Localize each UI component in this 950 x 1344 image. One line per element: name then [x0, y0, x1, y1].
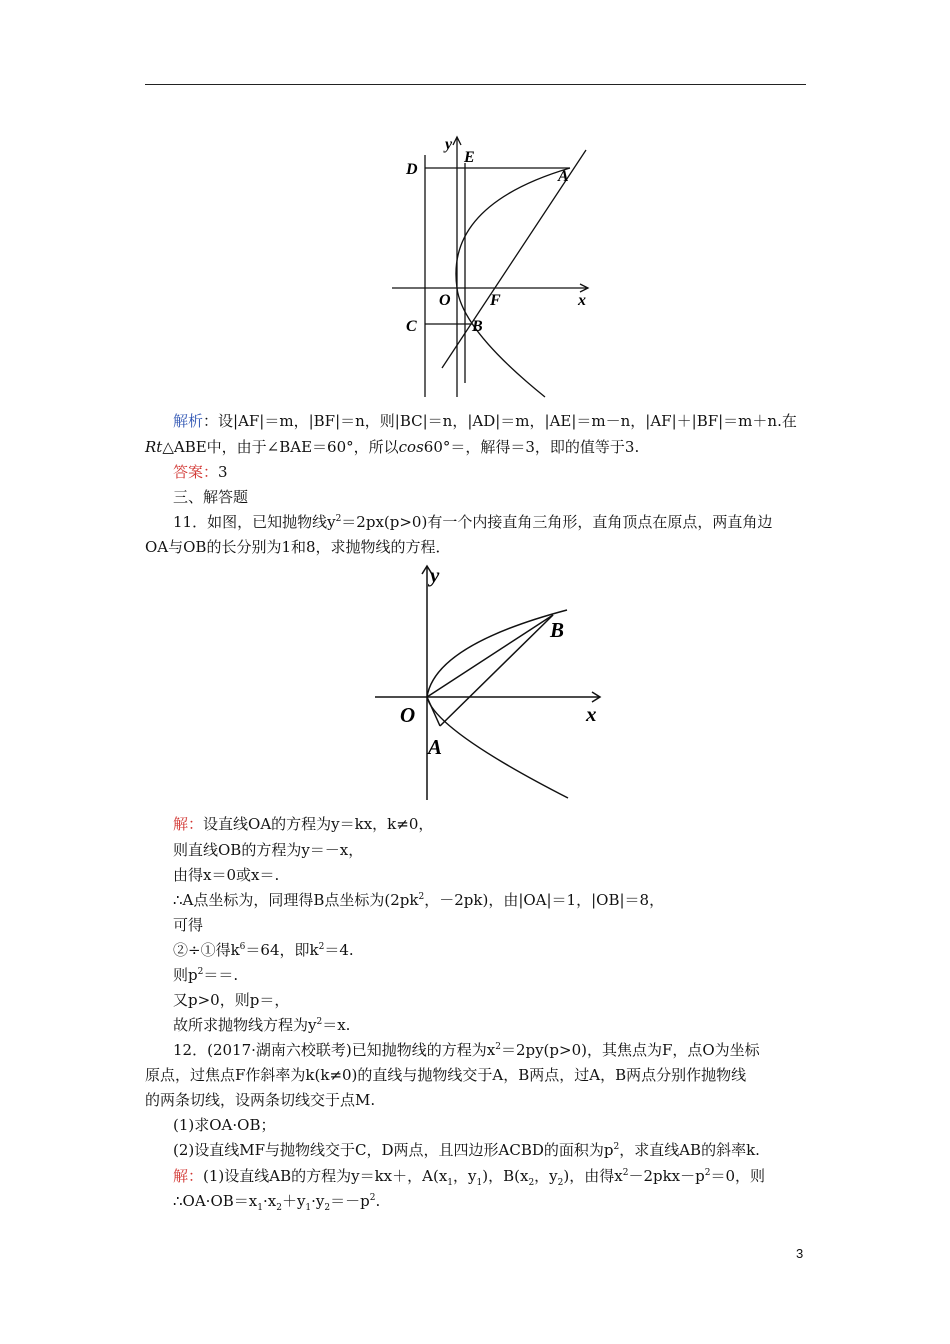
parabola-curve	[456, 168, 570, 397]
answer-label: 答案：	[173, 463, 219, 481]
header-rule	[145, 84, 806, 85]
section-heading: 三、解答题	[173, 488, 249, 506]
sol11-line-8: 又p>0，则p＝，	[173, 991, 290, 1009]
analysis-line-2: Rt△ABE中，由于∠BAE＝60°，所以cos60°＝，解得＝3，即的值等于3.	[145, 438, 640, 456]
page-number: 3	[796, 1246, 804, 1261]
sol11-line-2: 则直线OB的方程为y＝－x，	[173, 841, 364, 859]
sol11-line-5: 可得	[173, 916, 204, 934]
label-B: B	[550, 618, 565, 642]
label-B: B	[472, 318, 483, 335]
analysis-label: 解析	[173, 412, 204, 430]
label-A: A	[558, 168, 569, 185]
answer-line: 答案：3	[173, 463, 228, 481]
label-O: O	[439, 292, 451, 309]
label-D: D	[406, 161, 418, 178]
figure-inscribed-triangle	[370, 560, 610, 805]
label-F: F	[490, 292, 501, 309]
label-x: x	[586, 702, 597, 726]
solution-label: 解：	[173, 1167, 204, 1185]
q12-solution-line-1: 解：(1)设直线AB的方程为y＝kx＋，$A(x_1$，$y_1$)，$B(x_2$，$y_2$)，由得$x^2-2pkx-p^2=0$，则	[173, 1167, 766, 1188]
label-E: E	[464, 149, 475, 166]
q11-line-2: OA与OB的长分别为1和8，求抛物线的方程．	[145, 538, 451, 556]
sol11-line-6: ②÷①得$k^6=64$，即$k^2=4$.	[173, 941, 354, 959]
sol11-line-9: 故所求抛物线方程为$y^2=x$.	[173, 1016, 351, 1034]
q11-line-1: 11．如图，已知抛物线$y^2=2px(p>0)$有一个内接直角三角形，直角顶点在原点，两直角边	[173, 513, 773, 531]
sol11-line-3: 由得x＝0或x＝.	[173, 866, 280, 884]
sol11-line-7: 则$p^2==$.	[173, 966, 239, 984]
label-x: x	[578, 292, 586, 309]
segment-OA	[427, 697, 440, 726]
label-y: y	[430, 563, 440, 587]
label-y: y	[445, 136, 453, 153]
q12-line-3: 的两条切线，设两条切线交于点M.	[145, 1091, 376, 1109]
figure-parabola-focus	[390, 125, 600, 400]
segment-AB	[440, 615, 553, 726]
label-A: A	[428, 735, 443, 759]
parabola-curve	[427, 610, 568, 798]
q12-part-2: (2)设直线MF与抛物线交于C，D两点，且四边形ACBD的面积为$p^2$，求直线AB的斜率k.	[173, 1141, 760, 1159]
sol11-line-4: ∴A点坐标为，同理得B点坐标为($2pk^2$，－2pk)，由|OA|＝1，|OB|＝8，	[173, 891, 665, 909]
sol11-line-1: 解：设直线OA的方程为y＝kx，k≠0，	[173, 815, 434, 833]
q12-line-1: 12．(2017·湖南六校联考)已知抛物线的方程为$x^2=2py(p>0)$，其焦点为F，点O为坐标	[173, 1041, 760, 1059]
label-C: C	[406, 318, 417, 335]
segment-OB	[427, 615, 553, 697]
analysis-line-1: 解析：设|AF|＝m，|BF|＝n，则|BC|＝n，|AD|＝m，|AE|＝m－n，|AF|＋|BF|＝m＋n.在	[173, 412, 797, 430]
solution-label: 解：	[173, 815, 204, 833]
label-O: O	[400, 703, 416, 727]
q12-part-1: (1)求OA·OB；	[173, 1116, 276, 1134]
q12-line-2: 原点，过焦点F作斜率为k(k≠0)的直线与抛物线交于A，B两点，过A，B两点分别作抛物线	[145, 1066, 747, 1084]
q12-solution-line-2: $\therefore OA\cdot OB=x_1\cdot x_2+y_1\cdot y_2=-p^2$.	[173, 1192, 381, 1213]
